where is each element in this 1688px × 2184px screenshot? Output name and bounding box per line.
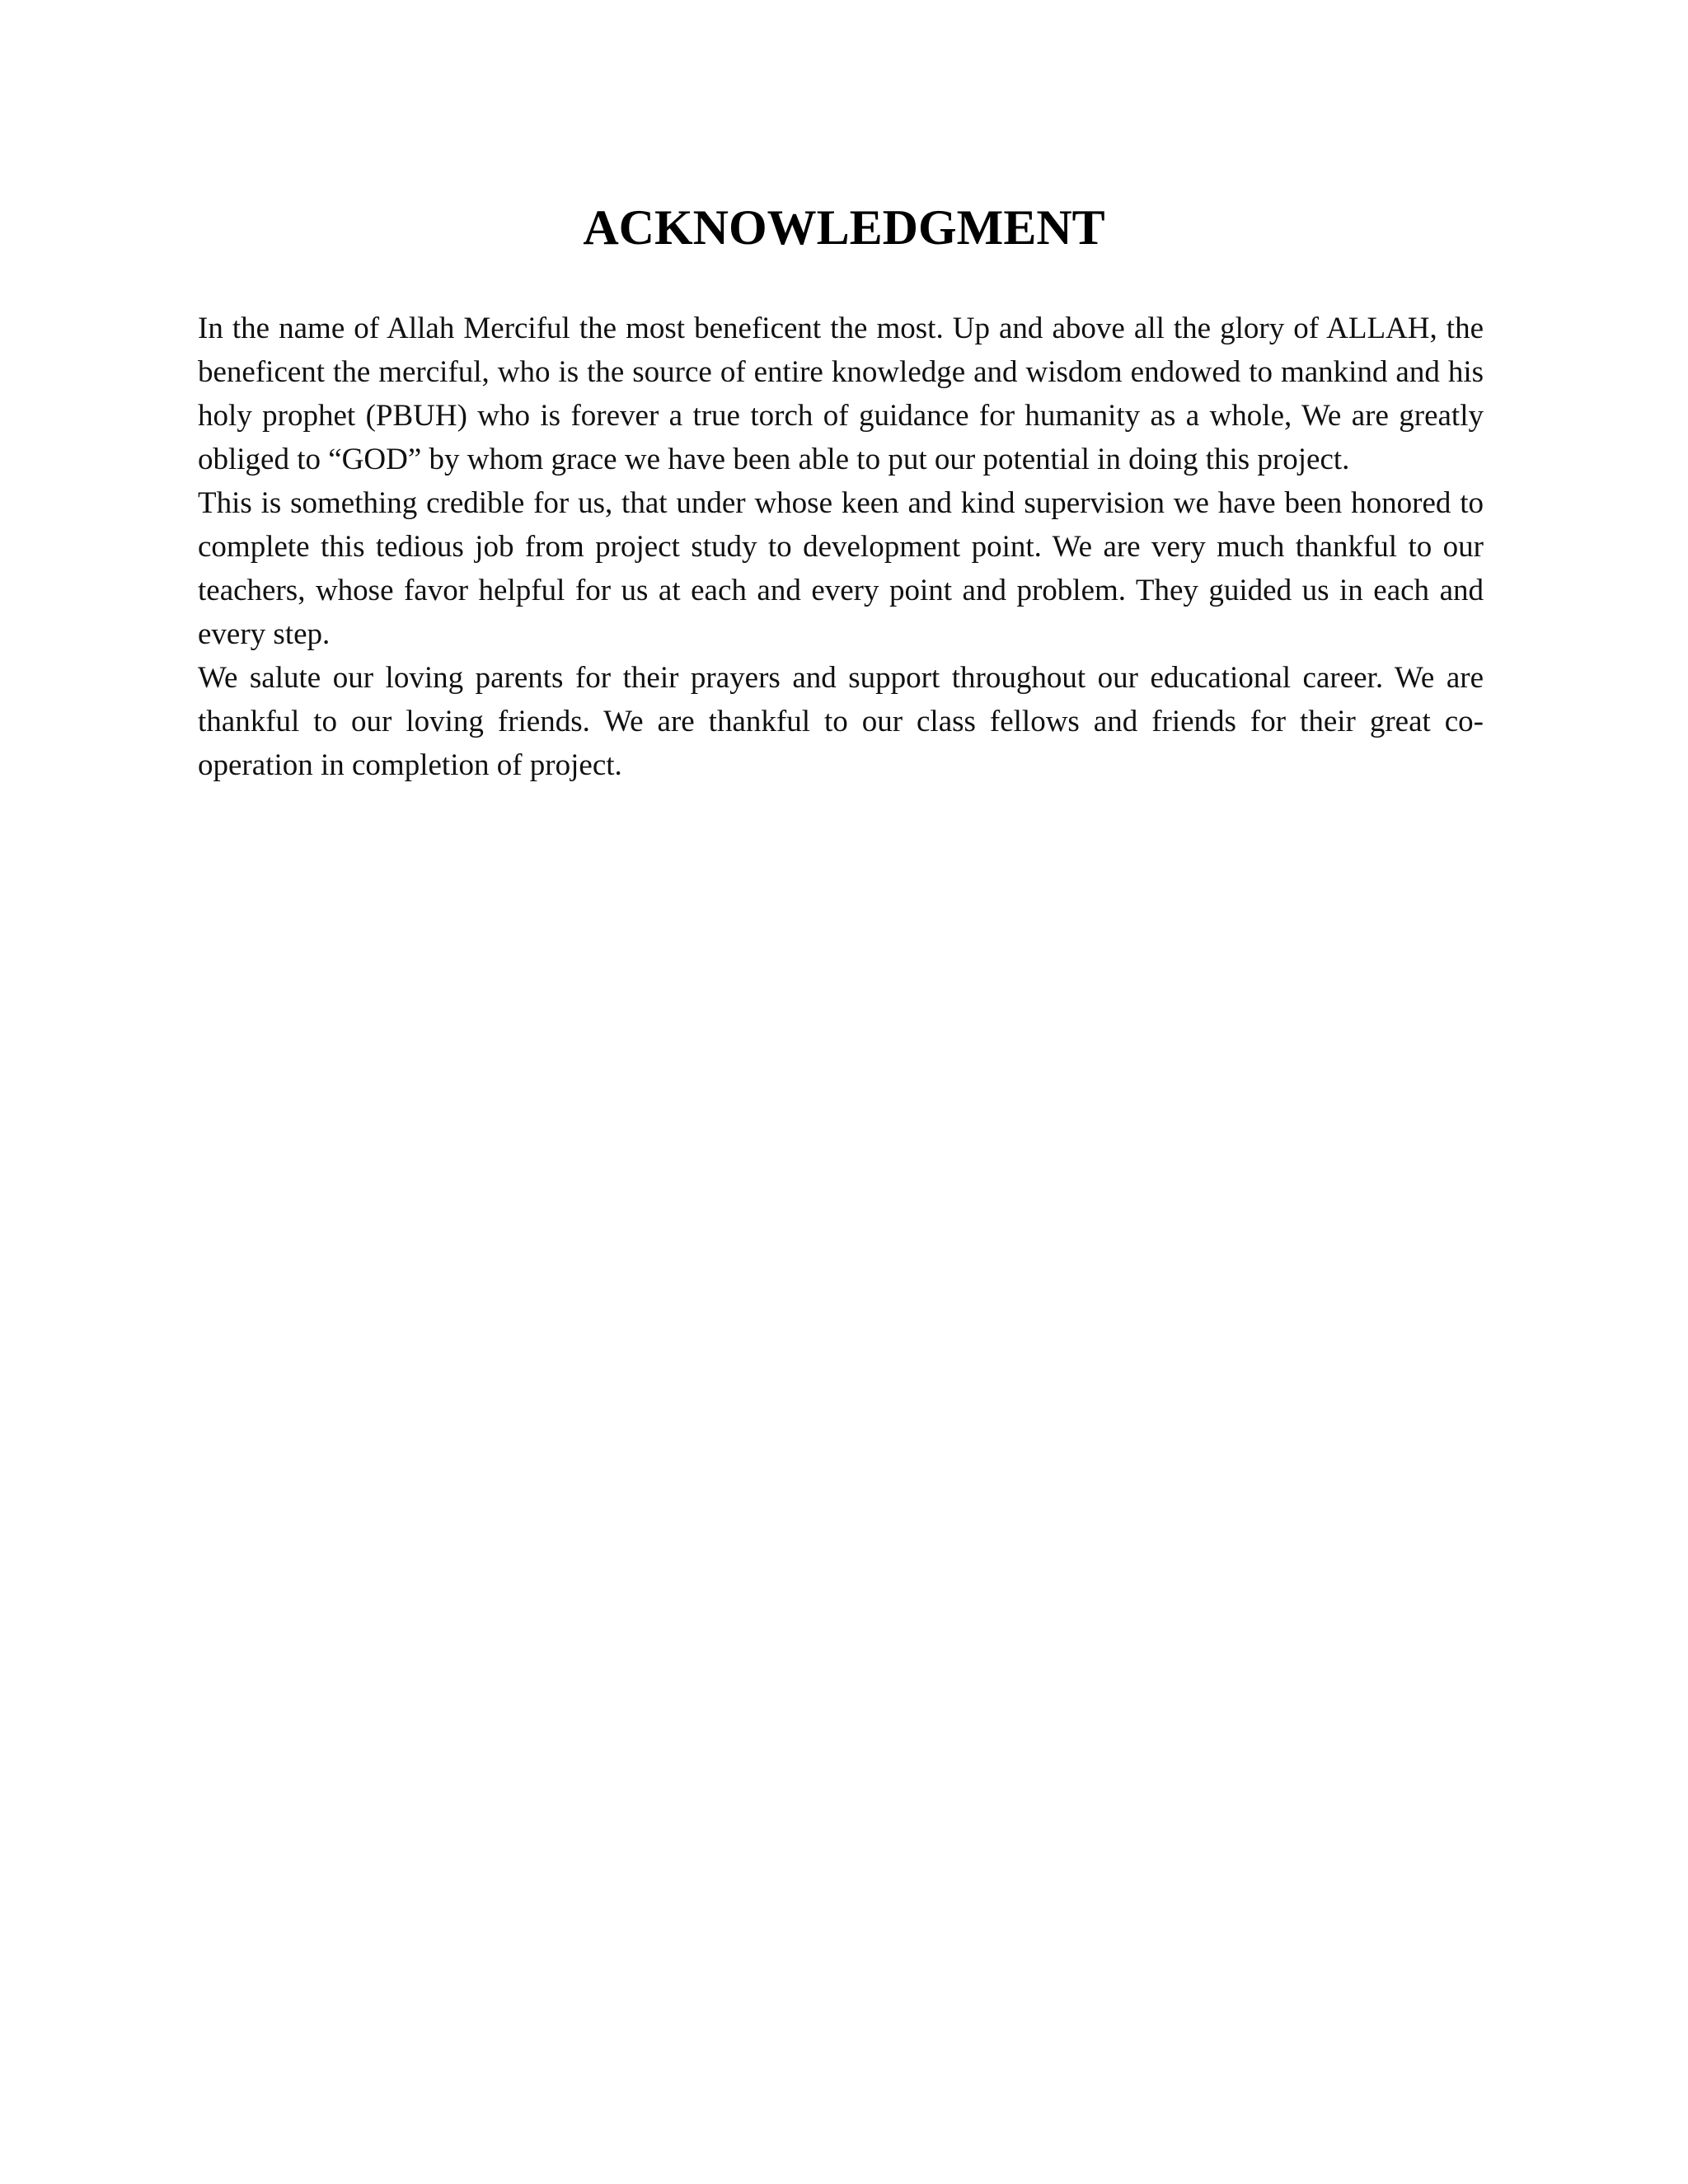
paragraph-1: In the name of Allah Merciful the most beneficent the most. Up and above all the glory of ALLAH, the beneficent the merciful, who is the source of entire knowledge and wisdom endowed to mankind and his holy prophet (PBUH) who is forever a true torch of guidance for humanity as a whole, We are greatly obliged to “GOD” by whom grace we have been able to put our potential in doing this project.: [198, 312, 1484, 476]
acknowledgment-body: [198, 307, 1484, 787]
paragraph-2: This is something credible for us, that under whose keen and kind supervision we have been honored to complete this tedious job from project study to development point. We are very much thankful to our teachers, whose favor helpful for us at each and every point and problem. They guided us in each and every step.: [198, 486, 1484, 651]
paragraph-3: We salute our loving parents for their prayers and support throughout our educational career. We are thankful to our loving friends. We are thankful to our class fellows and friends for their great co-operation in completion of project.: [198, 661, 1484, 782]
page-title: ACKNOWLEDGMENT: [583, 200, 1105, 255]
